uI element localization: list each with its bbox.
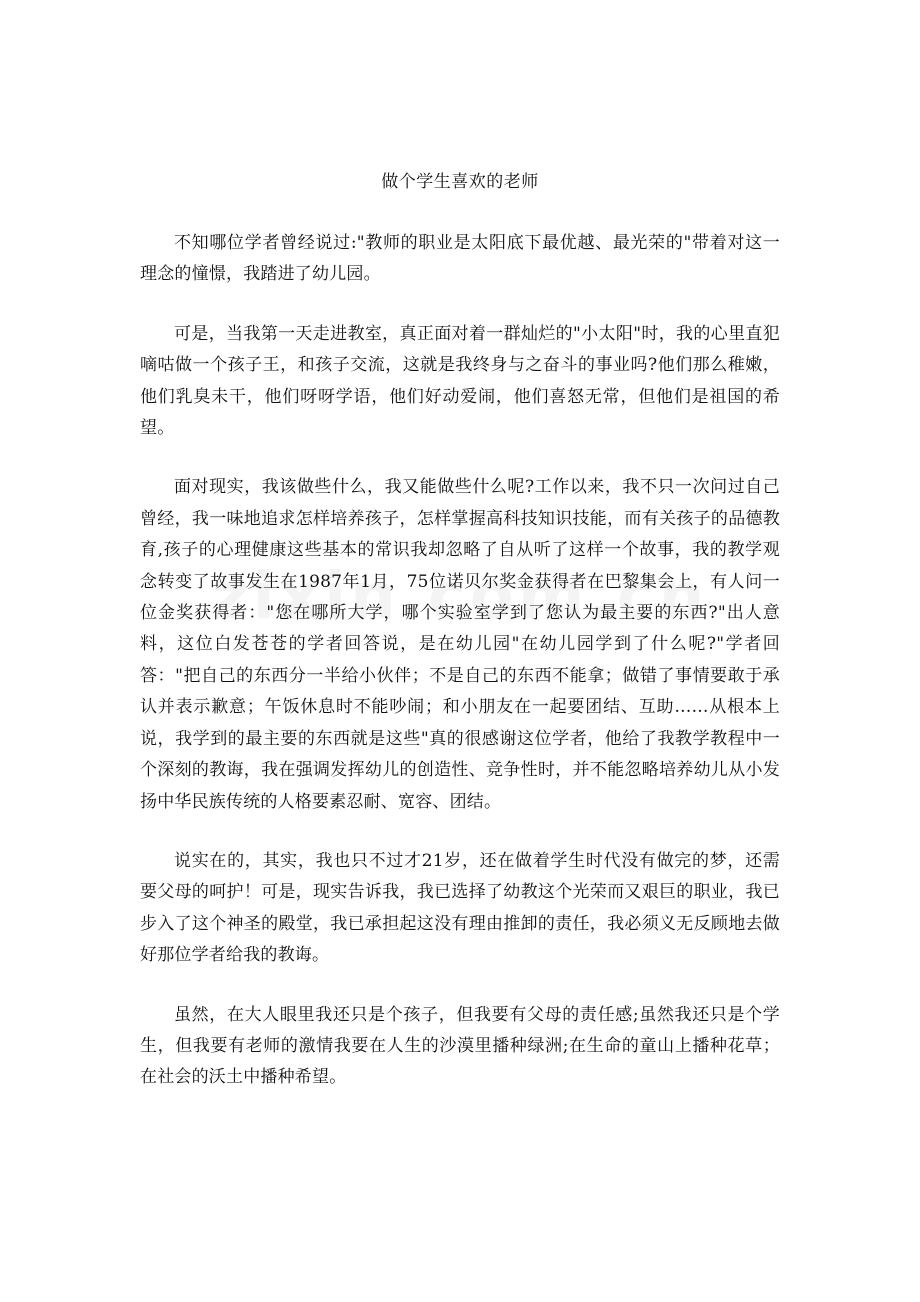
- paragraph-3: 面对现实，我该做些什么，我又能做些什么呢?工作以来，我不只一次问过自己曾经，我一味地追求怎样培养孩子，怎样掌握高科技知识技能，而有关孩子的品德教育,孩子的心理健康这些基本的常识我却忽略了自从听了这样一个故事，我的教学观念转变了故事发生在1987年1月，75位诺贝尔奖金获得者在巴黎集会上，有人问一位金奖获得者："您在哪所大学，哪个实验室学到了您认为最主要的东西?"出人意料，这位白发苍苍的学者回答说，是在幼儿园"在幼儿园学到了什么呢?"学者回答："把自己的东西分一半给小伙伴；不是自己的东西不能拿；做错了事情要敢于承认并表示歉意；午饭休息时不能吵闹；和小朋友在一起要团结、互助……从根本上说，我学到的最主要的东西就是这些"真的很感谢这位学者，他给了我教学教程中一个深刻的教诲，我在强调发挥幼儿的创造性、竞争性时，并不能忽略培养幼儿从小发扬中华民族传统的人格要素忍耐、宽容、团结。: [140, 477, 780, 812]
- document-page: [140, 170, 780, 1122]
- paragraph-5: 虽然，在大人眼里我还只是个孩子，但我要有父母的责任感;虽然我还只是个学生，但我要有老师的激情我要在人生的沙漠里播种绿洲;在生命的童山上播种花草；在社会的沃土中播种希望。: [140, 1004, 780, 1088]
- paragraph-1: 不知哪位学者曾经说过:"教师的职业是太阳底下最优越、最光荣的"带着对这一理念的憧憬，我踏进了幼儿园。: [140, 233, 780, 285]
- paragraph-2: 可是，当我第一天走进教室，真正面对着一群灿烂的"小太阳"时，我的心里直犯嘀咕做一个孩子王，和孩子交流，这就是我终身与之奋斗的事业吗?他们那么稚嫩，他们乳臭未干，他们呀呀学语，他们好动爱闹，他们喜怒无常，但他们是祖国的希望。: [140, 323, 780, 439]
- paragraph-4: 说实在的，其实，我也只不过才21岁，还在做着学生时代没有做完的梦，还需要父母的呵护！可是，现实告诉我，我已选择了幼教这个光荣而又艰巨的职业，我已步入了这个神圣的殿堂，我已承担起这没有理由推卸的责任，我必须义无反顾地去做好那位学者给我的教诲。: [140, 850, 780, 966]
- document-title: 做个学生喜欢的老师: [381, 172, 539, 192]
